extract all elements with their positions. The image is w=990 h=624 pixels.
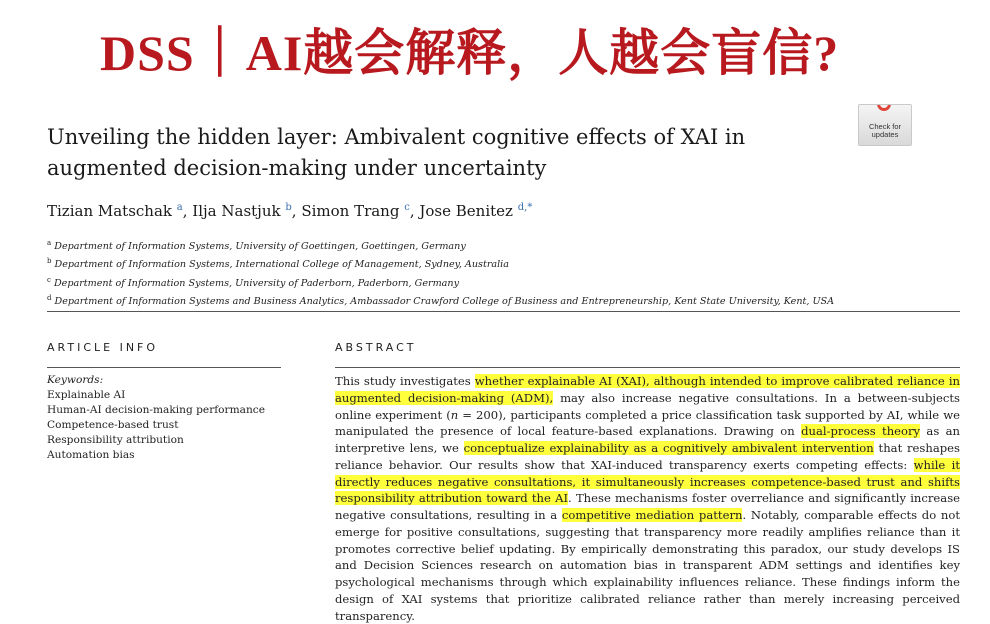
affiliation-list — [47, 236, 834, 310]
keyword-item: Explainable AI — [47, 389, 126, 401]
check-updates-icon — [877, 104, 891, 111]
abstract-text: that reshapes reliance behavior. Our results show that XAI-induced transparency exerts competing effects: — [335, 441, 960, 472]
author-name[interactable]: Jose Benitez — [419, 202, 513, 220]
author-name[interactable]: Simon Trang — [301, 202, 400, 220]
author-affil-marker[interactable]: c — [404, 202, 410, 213]
banner-title: DSS｜AI越会解释，人越会盲信? — [100, 25, 840, 81]
abstract-text: = 200), participants completed a price classification task supported by AI, while we manipulated the presence of local feature-based explanations. Drawing on — [335, 407, 961, 439]
affiliation-item: $^c$ Department of Information Systems, University of Paderborn, Paderborn, Germany — [47, 275, 459, 290]
keyword-item: Competence-based trust — [47, 419, 179, 431]
abstract-highlight: while it directly reduces negative consultations, it simultaneously increases competence-based trust and shifts responsibility attribution toward the AI — [335, 457, 960, 506]
abstract-text: . These mechanisms foster overreliance and significantly increase negative consultations, resulting in a — [335, 491, 961, 522]
abstract-heading: ABSTRACT — [335, 341, 417, 354]
keyword-item: Human-AI decision-making performance — [47, 404, 266, 416]
keywords-block — [47, 373, 265, 463]
author-affil-marker[interactable]: d,* — [517, 202, 533, 213]
abstract-text: This study investigates — [335, 374, 475, 388]
article-info-divider — [47, 367, 281, 368]
paper-title: Unveiling the hidden layer: Ambivalent cognitive effects of XAI in augmented decision-making under uncertainty — [47, 125, 746, 180]
check-for-updates-badge[interactable] — [858, 104, 912, 146]
header-divider — [47, 311, 960, 312]
keyword-item: Automation bias — [47, 449, 135, 461]
abstract-highlight: competitive mediation pattern — [561, 508, 743, 522]
affiliation-item: $^b$ Department of Information Systems, International College of Management, Sydney, Australia — [47, 257, 509, 271]
abstract-highlight: dual-process theory — [801, 424, 921, 439]
abstract-divider — [335, 367, 960, 368]
affiliation-item: $^d$ Department of Information Systems and Business Analytics, Ambassador Crawford College of Business and Entrepreneurship, Kent State University, Kent, USA — [47, 294, 835, 308]
check-updates-label: Check for updates — [868, 122, 902, 139]
abstract-highlight: conceptualize explainability as a cognitively ambivalent intervention — [463, 441, 874, 455]
abstract-text: as an interpretive lens, we — [335, 424, 960, 455]
author-list: Tizian Matschak $^a$, Ilja Nastjuk $^b$, Simon Trang $^c$, Jose Benitez $^{d,*}$ — [47, 202, 533, 220]
article-info-heading: ARTICLE INFO — [47, 341, 159, 354]
keywords-label: Keywords: — [47, 374, 104, 386]
affiliation-item: $^a$ Department of Information Systems, University of Goettingen, Goettingen, Germany — [47, 239, 466, 253]
keyword-item: Responsibility attribution — [47, 434, 184, 446]
author-name[interactable]: Ilja Nastjuk — [192, 202, 281, 220]
abstract-text: . Notably, comparable effects do not emerge for positive consultations, suggesting that transparency more readily amplifies reliance than it promotes corrective belief updating. By empirically demonstrating this paradox, our study develops IS and Decision Sciences research on automation bias in transparent ADM settings and identifies key psychological mechanisms through which explainability influences reliance. These findings inform the design of XAI systems that prioritize calibrated reliance rather than merely increasing perceived transparency. — [335, 508, 961, 623]
author-affil-marker[interactable]: b — [285, 202, 292, 213]
abstract-text: may also increase negative consultations. In a between-subjects online experiment ( — [335, 390, 960, 422]
author-name[interactable]: Tizian Matschak — [47, 202, 172, 220]
abstract-body — [335, 373, 960, 624]
author-affil-marker[interactable]: a — [176, 202, 183, 213]
abstract-highlight: whether explainable AI (XAI), although intended to improve calibrated reliance in augmented decision-making (ADM), — [335, 374, 960, 405]
abstract-text: n — [450, 407, 459, 422]
